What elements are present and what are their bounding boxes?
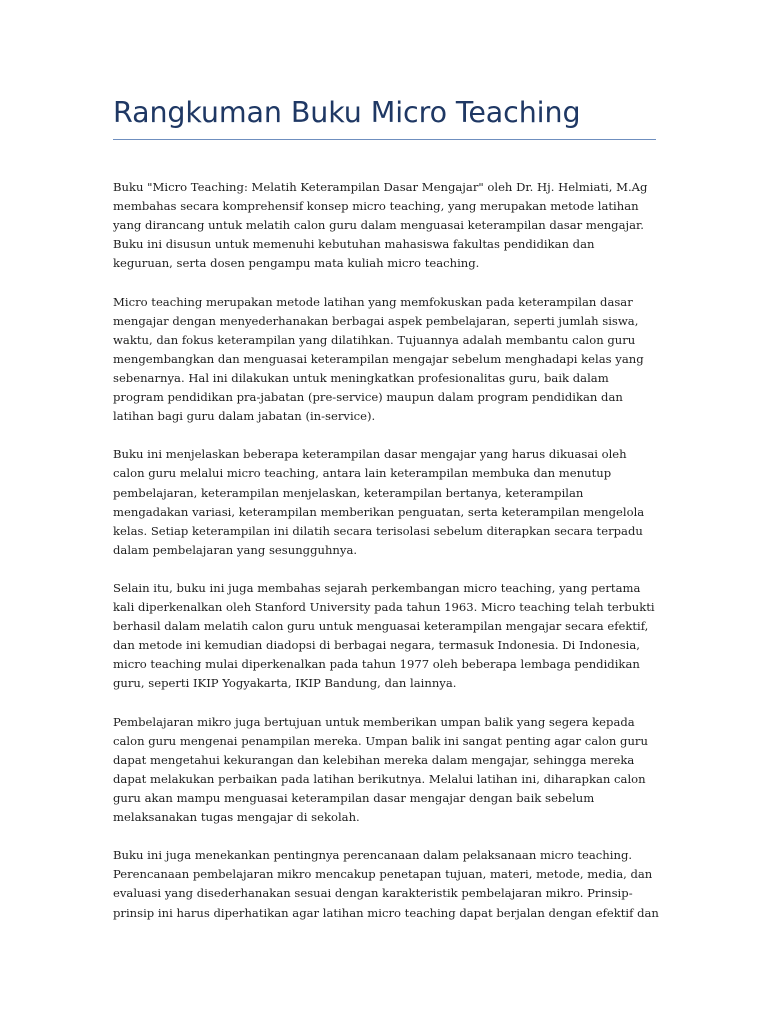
- paragraph-5: [113, 713, 658, 828]
- text-line: waktu, dan fokus keterampilan yang dilatihkan. Tujuannya adalah membantu calon guru: [113, 332, 636, 347]
- text-line: keguruan, serta dosen pengampu mata kuliah micro teaching.: [113, 256, 480, 271]
- text-line: kelas. Setiap keterampilan ini dilatih secara terisolasi sebelum diterapkan secara terpadu: [113, 523, 643, 538]
- text-line: Perencanaan pembelajaran mikro mencakup penetapan tujuan, materi, metode, media, dan: [113, 867, 653, 882]
- text-line: melaksanakan tugas mengajar di sekolah.: [113, 810, 360, 825]
- text-line: dan metode ini kemudian diadopsi di berbagai negara, termasuk Indonesia. Di Indonesia,: [113, 638, 640, 653]
- text-line: evaluasi yang disederhanakan sesuai dengan karakteristik pembelajaran mikro. Prinsip-: [113, 886, 633, 901]
- paragraph-6: [113, 846, 658, 922]
- text-line: membahas secara komprehensif konsep micro teaching, yang merupakan metode latihan: [113, 199, 639, 214]
- text-line: Pembelajaran mikro juga bertujuan untuk memberikan umpan balik yang segera kepada: [113, 714, 635, 729]
- paragraph-2: [113, 293, 658, 427]
- text-line: berhasil dalam melatih calon guru untuk menguasai keterampilan mengajar secara efektif,: [113, 619, 649, 634]
- text-line: Buku ini disusun untuk memenuhi kebutuhan mahasiswa fakultas pendidikan dan: [113, 237, 595, 252]
- paragraph-1: [113, 178, 658, 273]
- text-line: dapat melakukan perbaikan pada latihan berikutnya. Melalui latihan ini, diharapkan calon: [113, 771, 646, 786]
- text-line: micro teaching mulai diperkenalkan pada tahun 1977 oleh beberapa lembaga pendidikan: [113, 657, 640, 672]
- text-line: Buku ini menjelaskan beberapa keterampilan dasar mengajar yang harus dikuasai oleh: [113, 447, 627, 462]
- document-title: Rangkuman Buku Micro Teaching: [113, 96, 581, 129]
- text-line: prinsip ini harus diperhatikan agar latihan micro teaching dapat berjalan dengan efektif dan: [113, 905, 659, 920]
- text-line: Buku "Micro Teaching: Melatih Keterampilan Dasar Mengajar" oleh Dr. Hj. Helmiati, M.Ag: [113, 180, 648, 194]
- text-line: dapat mengetahui kekurangan dan kelebihan mereka dalam mengajar, sehingga mereka: [113, 752, 635, 767]
- text-line: Selain itu, buku ini juga membahas sejarah perkembangan micro teaching, yang pertama: [113, 580, 641, 595]
- text-line: guru akan mampu menguasai keterampilan dasar mengajar dengan baik sebelum: [113, 791, 595, 805]
- text-line: latihan bagi guru dalam jabatan (in-service).: [113, 409, 376, 424]
- text-line: kali diperkenalkan oleh Stanford University pada tahun 1963. Micro teaching telah terbukti: [113, 600, 655, 615]
- text-line: guru, seperti IKIP Yogyakarta, IKIP Bandung, dan lainnya.: [113, 676, 457, 691]
- text-line: mengajar dengan menyederhanakan berbagai aspek pembelajaran, seperti jumlah siswa,: [113, 313, 639, 328]
- paragraph-4: [113, 579, 658, 694]
- text-line: mengembangkan dan menguasai keterampilan mengajar sebelum menghadapi kelas yang: [113, 351, 644, 366]
- text-line: dalam pembelajaran yang sesungguhnya.: [113, 542, 358, 557]
- text-line: calon guru melalui micro teaching, antara lain keterampilan membuka dan menutup: [113, 466, 612, 481]
- title-underline-divider: [113, 139, 656, 140]
- text-line: mengadakan variasi, keterampilan memberikan penguatan, serta keterampilan mengelola: [113, 504, 645, 519]
- text-line: sebenarnya. Hal ini dilakukan untuk meningkatkan profesionalitas guru, baik dalam: [113, 370, 609, 385]
- text-line: pembelajaran, keterampilan menjelaskan, keterampilan bertanya, keterampilan: [113, 485, 584, 500]
- paragraph-3: [113, 445, 658, 560]
- text-line: Micro teaching merupakan metode latihan yang memfokuskan pada keterampilan dasar: [113, 294, 633, 309]
- text-line: program pendidikan pra-jabatan (pre-service) maupun dalam program pendidikan dan: [113, 390, 623, 405]
- document-body: [113, 178, 658, 942]
- text-line: calon guru mengenai penampilan mereka. Umpan balik ini sangat penting agar calon guru: [113, 733, 648, 748]
- text-line: Buku ini juga menekankan pentingnya perencanaan dalam pelaksanaan micro teaching.: [113, 848, 633, 863]
- text-line: yang dirancang untuk melatih calon guru dalam menguasai keterampilan dasar mengajar.: [113, 218, 644, 233]
